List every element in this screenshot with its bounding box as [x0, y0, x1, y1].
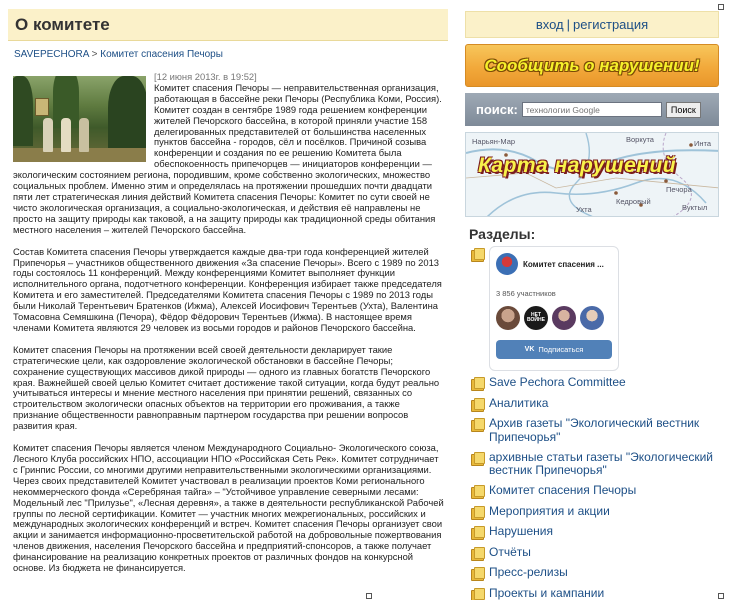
vk-logo-icon: VK — [524, 346, 535, 353]
search-input[interactable] — [522, 102, 662, 117]
main-content — [8, 9, 448, 600]
map-town: Нарьян-Мар — [472, 137, 516, 146]
article-date: [12 июня 2013г. в 19:52] — [154, 71, 257, 82]
section-link[interactable]: Save Pechora Committee — [489, 375, 626, 389]
list-item — [465, 546, 719, 560]
sections-list — [465, 376, 719, 600]
violations-map-banner[interactable] — [465, 132, 719, 217]
section-link[interactable]: Комитет спасения Печоры — [489, 483, 637, 497]
avatar[interactable] — [524, 306, 548, 330]
corner-marker — [718, 4, 724, 10]
list-item — [465, 417, 719, 444]
list-item — [465, 505, 719, 519]
list-item — [465, 376, 719, 390]
article-paragraph: Комитет спасения Печоры на протяжении всей своей деятельности декларирует такие стратегические цели, как оздоровление экологической обстановки в бассейне Печоры; сохранение существующих массивов дикой природы — одного из главных богатств Печорского края. Важнейшей своей целью Комитет считает достижение такой ситуации, когда будут реально учитываться интересы и мнение местного населения при принятии решений, связанных со строительством экологически опасных объектов на территории его проживания, а также признание общественности равноправным партнером государства при решении вопросов развития края. — [13, 343, 440, 432]
map-town: Печора — [666, 185, 692, 194]
article-photo — [13, 76, 146, 162]
corner-marker — [366, 593, 372, 599]
map-town: Вуктыл — [682, 203, 708, 212]
article-paragraph: Состав Комитета спасения Печоры утверждается каждые два-три года конференцией жителей Припечорья – участников общественного движения «За спасение Печоры». Всего с 1989 по 2013 годы состоялось 11 конференций. Между конференциями Комитет выполняет функции исполнительного органа, подотчетного конференции. Конференция избирает также председателя Комитета и его заместителей. Председателями Комитета спасения Печоры с 1989 по 2013 годы были Николай Терентьевич Братенков (Ижма), Алексей Иосифович Терентьев (Ухта), Валентина Томасовна Семяшкина (Печора), Фёдор Фёдорович Терентьев (Ижма). В настоящее время членами Комитета являются 29 человек из восьми городов и районов Печорского бассейна. — [13, 245, 442, 333]
vk-subscribe-button[interactable] — [496, 340, 612, 359]
section-link[interactable]: Нарушения — [489, 524, 554, 538]
sidebar — [465, 11, 719, 600]
section-link[interactable]: Мероприятия и акции — [489, 503, 610, 518]
avatar-text: НЕТ ВОЙНЕ — [527, 311, 545, 323]
search-button[interactable]: Поиск — [666, 102, 701, 118]
report-violation-label: Сообщить о нарушении! — [484, 55, 700, 75]
folder-icon — [471, 452, 484, 465]
folder-icon — [471, 248, 484, 261]
section-link[interactable]: Пресс-релизы — [489, 565, 568, 579]
section-link[interactable]: Отчёты — [489, 544, 531, 559]
search-bar — [465, 93, 719, 126]
folder-icon — [471, 506, 484, 519]
auth-bar — [465, 11, 719, 38]
list-item — [465, 397, 719, 411]
article-paragraph: Комитет спасения Печоры — неправительственная организация, работающая в бассейне реки Печоры (Республика Коми, Россия). Комитет создан в сентябре 1989 года решением конференции жителей Печорского бассейна, в которой приняли участие 158 делегированных представителей от большинства населенных пунктов бассейна - городов, сёл и посёлков. Причиной созыва конференции и создания по ее решению Комитета была обеспокоенность припечорцев — инициаторов конференции — экологическим состоянием региона, породившим, кроме собственно экологических, множество социальных проблем. Именно этим и определялась на протяжении прошедших почти двадцати пяти лет стратегическая линия действий Комитета спасения Печоры: Комитет по сути своей не чисто экологическая организация, а социально-экологическая, и действия её направлены не просто на защиту природы как таковой, а на защиту природы как традиционной среды обитания местного населения – жителей Печорского бассейна. — [13, 81, 442, 235]
list-item — [465, 484, 719, 498]
folder-icon — [471, 418, 484, 431]
page-title: О комитете — [8, 9, 448, 41]
folder-icon — [471, 526, 484, 539]
map-town: Инта — [694, 139, 712, 148]
avatar[interactable] — [552, 306, 576, 330]
article-paragraph: Комитет спасения Печоры является членом Международного Социально- Экологического союза, Лесного Клуба российских НПО, ассоциации НПО «Российская Сеть Рек». Комитет сотрудничает с Гринпис России, со многими другими неправительственными экологическими организациями. Через своих представителей Комитет участвовал в реализации проектов Коми регионального некоммерческого фонда «Серебряная тайга» – "Устойчивое управление северными лесами: Модельный лес "Прилузье", «Лесная деревня», а также в деятельности республиканской Рабочей группы по лесной сертификации. Комитет — участник многих межрегиональных, российских и международных экологических конференций и встреч. Комитет спасения Печоры организует свои акции и занимается информационно-просветительской работой на добровольные пожертвования членов движения, населения Печорского бассейна и предприятий-спонсоров, а также получает финансирование на реализацию конкретных проектов от различных фондов на конкурсной основе. Из бюджета не финансируется. — [13, 442, 444, 574]
section-link[interactable]: архивные статьи газеты "Экологический вестник Припечорья" — [489, 449, 714, 477]
list-item — [465, 525, 719, 539]
article-body — [13, 72, 445, 574]
register-link[interactable]: регистрация — [573, 17, 649, 32]
group-logo-icon — [496, 253, 518, 275]
sections-title: Разделы: — [469, 226, 536, 242]
vk-member-avatars — [496, 306, 612, 330]
breadcrumb-home-link[interactable]: SAVEPECHORA — [14, 49, 89, 60]
folder-icon — [471, 377, 484, 390]
breadcrumb-separator: > — [91, 49, 98, 60]
avatar[interactable] — [580, 306, 604, 330]
map-town: Воркута — [626, 135, 654, 144]
folder-icon — [471, 588, 484, 600]
auth-separator: | — [566, 17, 571, 32]
folder-icon — [471, 567, 484, 580]
map-town: Кедровый — [616, 197, 651, 206]
breadcrumb-current-link[interactable]: Комитет спасения Печоры — [100, 49, 223, 60]
report-violation-banner[interactable] — [465, 44, 719, 87]
folder-icon — [471, 547, 484, 560]
section-link[interactable]: Проекты и кампании — [489, 585, 605, 600]
vk-group-widget[interactable] — [489, 246, 619, 371]
section-link[interactable]: Аналитика — [489, 395, 549, 410]
vk-widget-row — [465, 246, 719, 372]
folder-icon — [471, 398, 484, 411]
avatar[interactable] — [496, 306, 520, 330]
vk-subscribe-label: Подписаться — [538, 345, 584, 354]
section-link[interactable]: Архив газеты "Экологический вестник Припечорья" — [489, 416, 700, 444]
corner-marker — [718, 593, 724, 599]
map-town: Ухта — [576, 205, 592, 214]
breadcrumb — [14, 49, 448, 63]
list-item — [465, 451, 719, 478]
folder-icon — [471, 485, 484, 498]
login-link[interactable]: вход — [535, 17, 564, 32]
search-label: поиск: — [476, 102, 518, 117]
vk-group-name[interactable]: Комитет спасения ... — [523, 259, 604, 269]
list-item — [465, 566, 719, 580]
list-item — [465, 587, 719, 600]
violations-map-label: Карта нарушений — [478, 154, 677, 177]
vk-members-count: 3 856 участников — [496, 289, 556, 298]
